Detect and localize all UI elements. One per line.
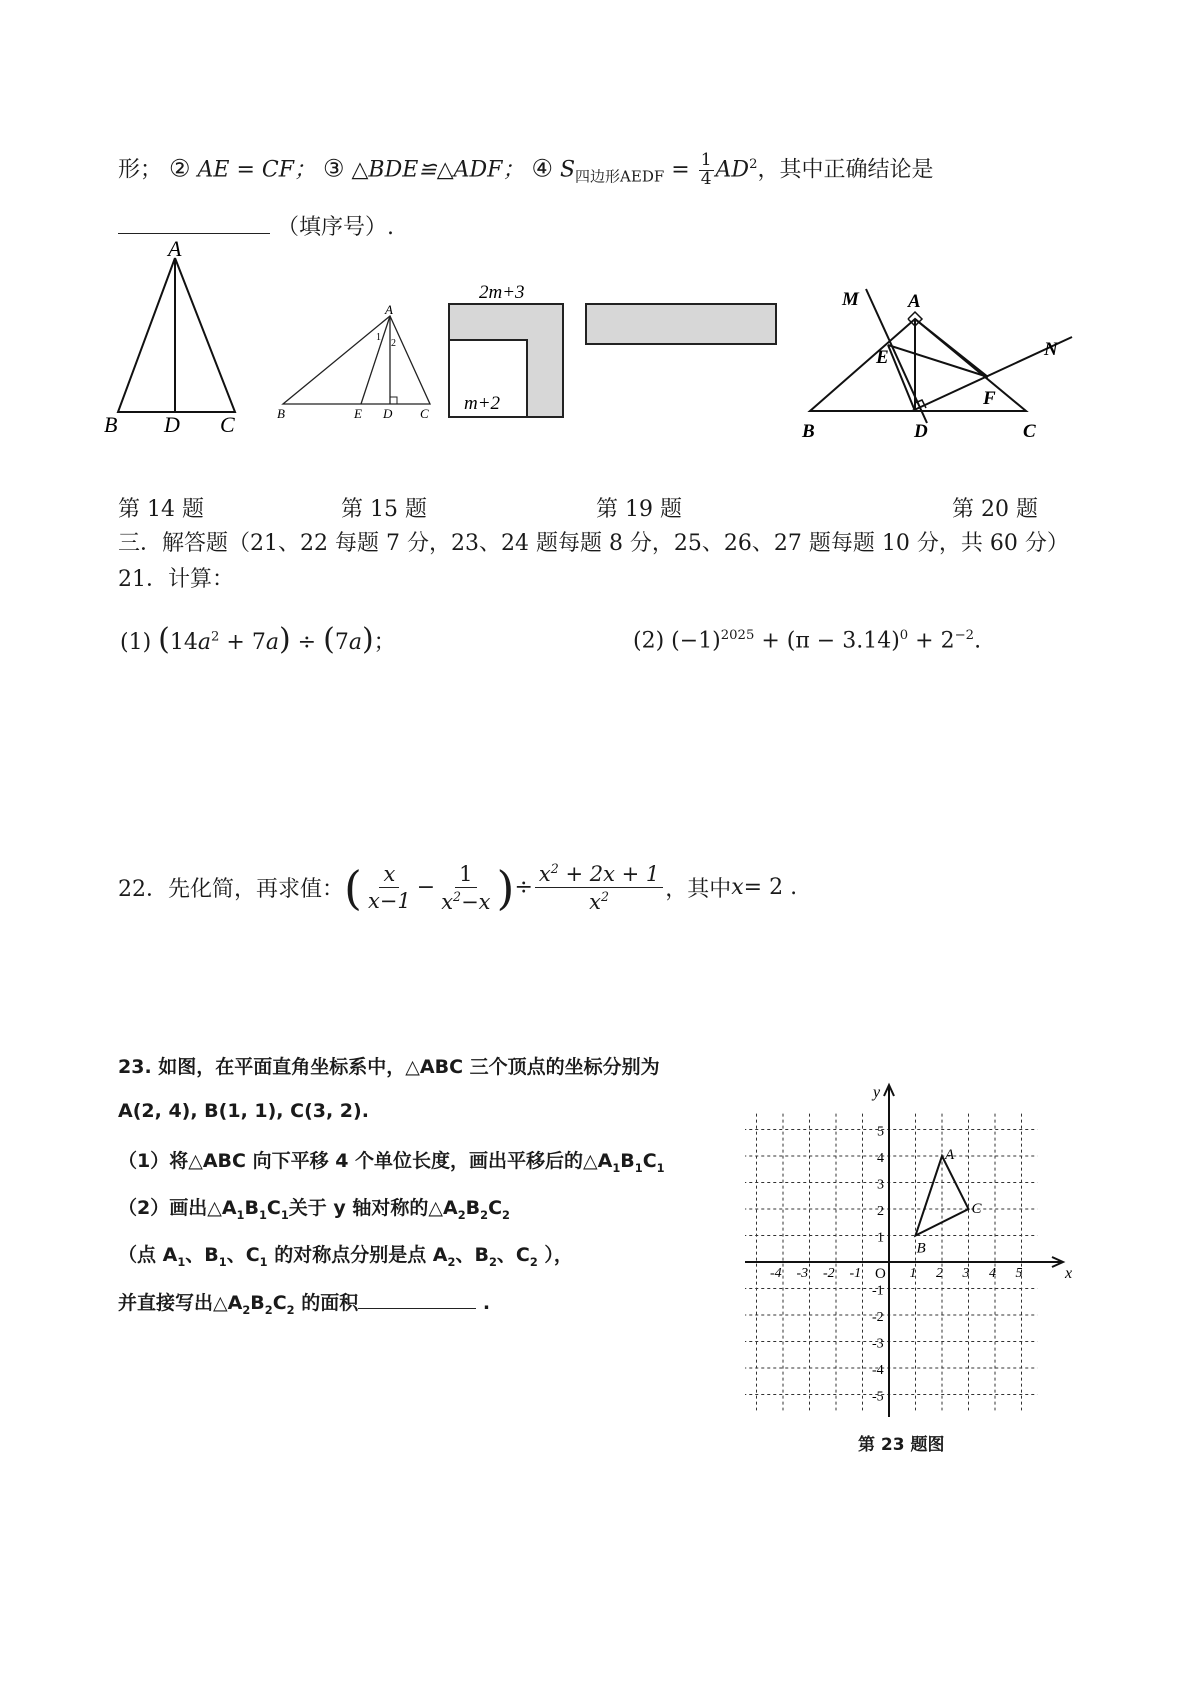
big-paren-open: (: [344, 860, 362, 915]
x-axis-label: x: [1065, 1265, 1073, 1282]
q23-line5: [118, 1240, 573, 1269]
frac-num: 1: [700, 150, 712, 170]
l4f: C: [488, 1197, 503, 1219]
caption-fig19: 第 19 题: [596, 497, 682, 522]
l5s6: 2: [529, 1254, 538, 1269]
l6-end: .: [482, 1292, 491, 1314]
fig14-label-B: B: [104, 412, 118, 437]
f3-num-rest: + 2x + 1: [558, 862, 660, 886]
fig20-line-ed: [888, 345, 915, 411]
l6b: B: [250, 1292, 265, 1314]
q23-line4: [118, 1193, 510, 1222]
statement-4-ad: AD: [715, 157, 750, 183]
l6s3: 2: [286, 1302, 295, 1317]
fig15-right-angle: [390, 397, 397, 404]
axes: [745, 1085, 1063, 1417]
point-C-label: C: [971, 1201, 982, 1217]
f2-den-x: x: [441, 889, 454, 914]
l4c: C: [266, 1197, 281, 1219]
q21-p2-label: (2): [633, 628, 665, 654]
fig15-angle-2: 2: [391, 338, 396, 349]
fig15-label-D: D: [383, 406, 393, 421]
paren-open-2: (: [323, 622, 335, 657]
l3s1: 1: [612, 1160, 621, 1175]
y-tick-label: 5: [877, 1124, 884, 1140]
figure-20: [790, 275, 1090, 455]
q20-suffix: ，其中正确结论是: [757, 157, 934, 183]
big-paren-close: ): [496, 860, 515, 915]
tick-labels: [770, 1125, 1023, 1405]
frac-den: 4: [700, 168, 712, 189]
q21-p2-exp1: 2025: [720, 628, 755, 643]
x-tick-label: 2: [936, 1266, 943, 1281]
x-tick-label: 5: [1015, 1266, 1023, 1281]
y-tick-label: -1: [872, 1283, 884, 1299]
l4s1: 1: [236, 1207, 245, 1222]
l3s2: 1: [634, 1160, 643, 1175]
l4s4: 2: [457, 1207, 466, 1222]
point-B-label: B: [916, 1240, 926, 1257]
l4s2: 1: [258, 1207, 267, 1222]
q23-line1: 23. 如图，在平面直角坐标系中，△ABC 三个顶点的坐标分别为: [118, 1056, 660, 1078]
point-A-label: A: [945, 1147, 955, 1163]
l4s6: 2: [502, 1207, 510, 1222]
q21-p2-exp-neg2: −2: [954, 628, 975, 643]
fig15-triangle: [283, 316, 430, 404]
q20-prefix: 形；: [118, 157, 163, 183]
f1-num: x: [379, 863, 399, 888]
fig20-label-M: M: [842, 289, 859, 310]
fig14-label-D: D: [164, 412, 180, 437]
statement-2: AE = CF；: [197, 157, 316, 183]
q22-frac-2: [437, 863, 494, 913]
x-tick-label: -1: [849, 1266, 862, 1281]
q21-part2: [633, 628, 981, 653]
figure-14: [100, 240, 260, 440]
l4d: 关于 y 轴对称的△A: [288, 1197, 458, 1219]
l5s5: 2: [488, 1254, 497, 1269]
l5s4: 2: [447, 1254, 456, 1269]
y-tick-label: 3: [877, 1177, 884, 1193]
q21-p1-14: 14: [169, 630, 198, 655]
fig15-label-A: A: [385, 302, 393, 317]
q22-frac-3: [535, 862, 663, 913]
q21-p2-two: + 2: [908, 628, 955, 654]
q23-line6: [118, 1288, 490, 1317]
f3-den-exp: 2: [600, 889, 609, 905]
f3-num-x: x: [538, 862, 551, 886]
y-tick-label: 1: [877, 1230, 884, 1246]
q21-p1-a2: a: [265, 630, 279, 655]
l6s1: 2: [242, 1302, 251, 1317]
l5c: 、C: [226, 1244, 260, 1266]
caption-fig20: 第 20 题: [952, 497, 1038, 522]
l5a: （点 A: [118, 1244, 178, 1266]
q22-minus: −: [416, 875, 436, 901]
figure-15: [275, 300, 445, 430]
paren-open: (: [158, 622, 170, 657]
l4b: B: [244, 1197, 259, 1219]
fig15-label-E: E: [354, 406, 362, 421]
f3-den-x: x: [589, 890, 601, 915]
fig20-label-C: C: [1023, 421, 1036, 442]
q22-line: [118, 862, 797, 913]
fig14-label-C: C: [220, 412, 235, 437]
origin-label: O: [875, 1266, 886, 1282]
y-tick-label: -4: [872, 1363, 884, 1378]
l4s3: 1: [280, 1207, 289, 1222]
q21-p1-7: 7: [334, 630, 349, 655]
l6c: C: [272, 1292, 287, 1314]
q23-line3: [118, 1146, 665, 1175]
q22-frac-1: [364, 863, 415, 912]
q23-line2: A(2, 4), B(1, 1), C(3, 2).: [118, 1100, 369, 1122]
fig20-label-E: E: [876, 347, 889, 368]
fig19-rectangle: [586, 304, 776, 344]
fig20-label-A: A: [908, 291, 921, 312]
fig20-label-N: N: [1044, 339, 1058, 360]
q21-p2-end: .: [974, 628, 982, 654]
q21-p1-end: ；: [373, 630, 396, 655]
fig15-label-C: C: [420, 406, 429, 421]
q22-cond-eq: = 2 .: [743, 875, 798, 901]
x-tick-label: -2: [823, 1266, 835, 1281]
statement-4-S: S: [559, 157, 576, 183]
fill-hint: （填序号）.: [277, 215, 394, 240]
q21-p1-a3: a: [348, 630, 362, 655]
q21-p2-pi: + (π − 3.14): [754, 628, 900, 654]
l3s3: 1: [656, 1160, 665, 1175]
caption-fig15: 第 15 题: [341, 497, 427, 522]
x-tick-label: -3: [796, 1266, 809, 1281]
q21-p1-a: a: [197, 630, 212, 655]
section-3-heading: 三．解答题（21、22 每题 7 分，23、24 题每题 8 分，25、26、27 题每题 10 分，共 60 分）: [118, 531, 1069, 556]
circle-3: ③: [323, 154, 345, 183]
l5s2: 1: [218, 1254, 227, 1269]
q22-title: 22．先化简，再求值：: [118, 877, 344, 903]
l5f: 、C: [496, 1244, 530, 1266]
q21-p2-neg1: (−1): [671, 628, 721, 654]
fig14-triangle: [118, 258, 235, 412]
q23-caption: 第 23 题图: [858, 1435, 945, 1455]
fig15-angle-1: 1: [376, 332, 381, 343]
f3-num: [535, 862, 663, 888]
y-tick-label: 4: [877, 1151, 884, 1166]
f2-den-rest: −x: [461, 889, 491, 914]
circle-4: ④: [531, 154, 553, 183]
l5g: ），: [537, 1244, 573, 1266]
f2-num: 1: [455, 863, 476, 888]
q22-cond-x: x: [731, 875, 744, 901]
q21-p1-plus7: + 7: [219, 630, 266, 655]
statement-4-exp: 2: [749, 157, 758, 173]
fig14-label-A: A: [168, 240, 182, 261]
q21-part1: [120, 622, 396, 657]
y-axis-label: y: [873, 1084, 881, 1101]
l5e: 、B: [455, 1244, 489, 1266]
f2-den: [437, 888, 494, 913]
fig20-label-B: B: [802, 421, 815, 442]
l4a: （2）画出△A: [118, 1197, 237, 1219]
statement-4-sub: 四边形AEDF: [575, 167, 665, 186]
l6s2: 2: [264, 1302, 273, 1317]
l3a: （1）将△ABC 向下平移 4 个单位长度，画出平移后的△A: [118, 1150, 613, 1172]
y-tick-label: 2: [877, 1204, 884, 1219]
l4s5: 2: [480, 1207, 489, 1222]
l6a: 并直接写出△A: [118, 1292, 243, 1314]
q21-p1-div: ÷: [290, 630, 324, 655]
answer-blank[interactable]: [118, 211, 270, 234]
fig15-line-ae: [361, 316, 390, 404]
f1-den: x−1: [367, 889, 411, 914]
paren-close: ): [278, 622, 291, 657]
q21-title: 21．计算：: [118, 567, 234, 592]
y-tick-label: -3: [872, 1336, 884, 1352]
x-tick-label: 3: [962, 1266, 970, 1281]
l3b: B: [620, 1150, 635, 1172]
l4e: B: [465, 1197, 481, 1219]
q21-p1-exp: 2: [211, 629, 220, 645]
paren-close-2: ): [361, 622, 374, 657]
q22-div: ÷: [514, 875, 533, 901]
l5d: 的对称点分别是点 A: [267, 1244, 448, 1266]
coordinate-grid: [745, 1082, 1075, 1427]
q20-answer-line: [118, 210, 394, 241]
figure-19: [440, 272, 800, 432]
x-tick-label: 4: [989, 1266, 996, 1281]
l5s3: 1: [259, 1254, 268, 1269]
q20-conclusions-line: [118, 152, 933, 189]
q21-p1-label: (1): [120, 630, 152, 655]
fig20-line-af: [915, 319, 988, 377]
y-tick-label: -5: [872, 1389, 884, 1405]
area-answer-blank[interactable]: [358, 1290, 476, 1309]
f2-den-exp: 2: [453, 888, 462, 904]
fig15-label-B: B: [277, 406, 285, 421]
fig19-label-inner: m+2: [464, 393, 501, 414]
q21-p2-exp0: 0: [899, 628, 909, 643]
f3-den: [585, 888, 613, 913]
fig19-label-top: 2m+3: [479, 282, 525, 303]
statement-3: △BDE≌△ADF；: [351, 157, 525, 183]
statement-4-eq: =: [671, 157, 690, 183]
x-tick-label: 1: [909, 1266, 917, 1281]
fig20-label-F: F: [983, 388, 996, 409]
y-tick-label: -2: [872, 1310, 884, 1325]
fig20-label-D: D: [914, 421, 928, 442]
l3c: C: [642, 1150, 657, 1172]
fraction-quarter: [699, 152, 714, 189]
l6d: 的面积: [294, 1292, 359, 1314]
f3-num-exp: 2: [550, 861, 559, 876]
x-tick-label: -4: [770, 1266, 782, 1281]
l5s1: 1: [177, 1254, 186, 1269]
l5b: 、B: [185, 1244, 219, 1266]
q22-cond: ，其中: [665, 877, 732, 903]
circle-2: ②: [169, 154, 191, 183]
caption-fig14: 第 14 题: [118, 497, 204, 522]
